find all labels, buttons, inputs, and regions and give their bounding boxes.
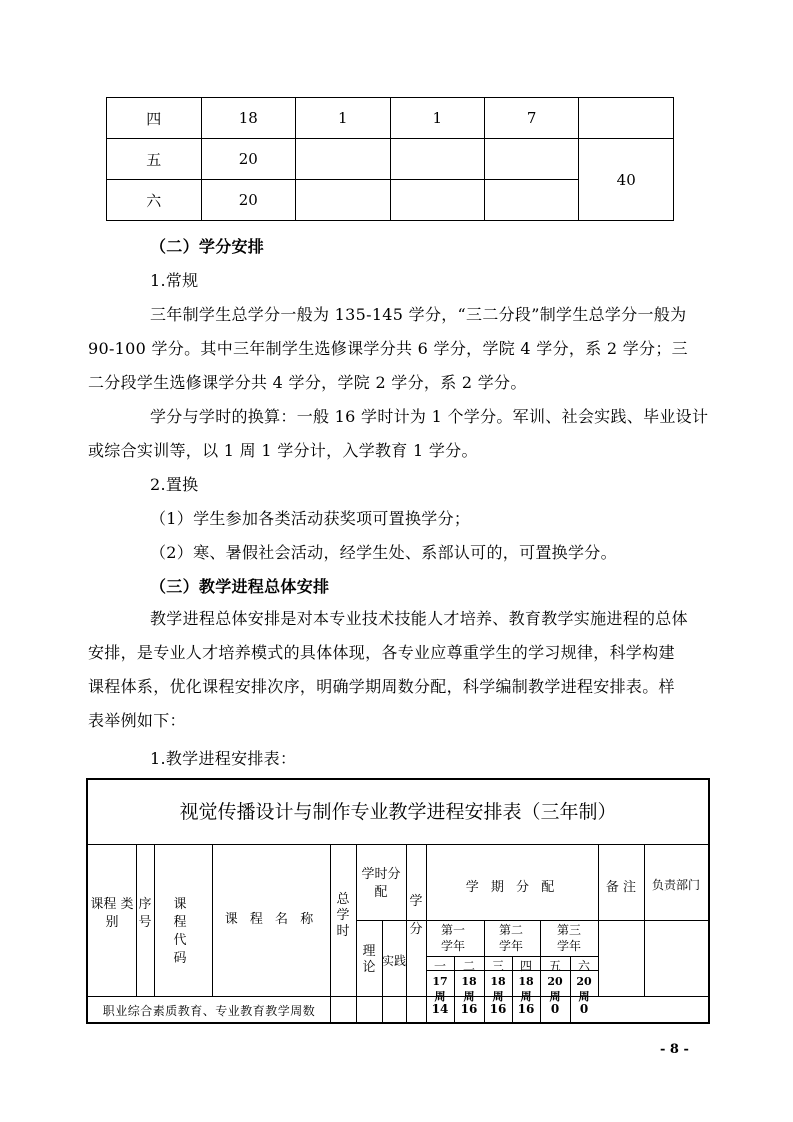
weeks-cell: 20: [201, 180, 296, 221]
header-seq: 序号: [138, 897, 152, 930]
term-3: 三: [491, 959, 504, 973]
weeks-cell: 18: [201, 98, 296, 139]
value-cell: [484, 180, 578, 221]
weeks-cell: 20: [201, 139, 296, 180]
header-remark: 备 注: [605, 880, 637, 895]
section-heading-credits: （二）学分安排: [150, 237, 265, 256]
value-cell: [484, 139, 578, 180]
value-cell: [579, 98, 674, 139]
paragraph-line: 三年制学生总学分一般为 135-145 学分，“三二分段”制学生总学分一般为: [150, 305, 687, 324]
value-cell: [296, 139, 390, 180]
merged-value-cell: 40: [579, 139, 674, 221]
header-practice: 实践: [382, 954, 407, 968]
weeks-2: 18 周: [461, 975, 477, 1003]
paragraph-line: 二分段学生选修课学分共 4 学分，学院 2 学分，系 2 学分。: [88, 373, 527, 392]
term-1: 一: [433, 959, 446, 973]
row-value-1: 14: [431, 1002, 449, 1016]
header-hours-split: 学时分配: [361, 867, 401, 900]
weeks-3: 18 周: [490, 975, 506, 1003]
header-credit: 学分: [409, 894, 423, 937]
subheading-replace: 2.置换: [150, 475, 199, 494]
weeks-1: 17 周: [432, 975, 448, 1003]
paragraph-line: 教学进程总体安排是对本专业技术技能人才培养、教育教学实施进程的总体: [150, 609, 688, 628]
value-cell: [390, 139, 484, 180]
paragraph-line: 或综合实训等，以 1 周 1 学分计，入学教育 1 学分。: [88, 441, 478, 460]
header-course-name: 课 程 名 称: [224, 912, 318, 927]
row-value-6: 0: [579, 1002, 589, 1016]
page-number: - 8 -: [660, 1042, 689, 1057]
year-2: 第二学年: [498, 923, 523, 953]
row-value-4: 16: [517, 1002, 535, 1016]
value-cell: [390, 180, 484, 221]
row-value-5: 0: [550, 1002, 560, 1016]
value-cell: [296, 180, 390, 221]
year-3: 第三学年: [556, 923, 581, 953]
year-1: 第一学年: [440, 923, 465, 953]
weeks-5: 20 周: [547, 975, 563, 1003]
list-item: （2）寒、暑假社会活动，经学生处、系部认可的，可置换学分。: [150, 543, 617, 562]
term-5: 五: [548, 959, 561, 973]
term-cell: 六: [107, 180, 202, 221]
term-2: 二: [462, 959, 475, 973]
table-row: [107, 98, 674, 139]
weeks-4: 18 周: [518, 975, 534, 1003]
paragraph-line: 课程体系，优化课程安排次序，明确学期周数分配，科学编制教学进程安排表。样: [88, 677, 675, 696]
term-weeks-table: [106, 97, 674, 221]
subheading-regular: 1.常规: [150, 271, 199, 290]
section-heading-schedule: （三）教学进程总体安排: [150, 577, 330, 596]
term-cell: 四: [107, 98, 202, 139]
schedule-title: 视觉传播设计与制作专业教学进程安排表（三年制）: [88, 780, 708, 845]
value-cell: 1: [390, 98, 484, 139]
weeks-6: 20 周: [576, 975, 592, 1003]
header-total-hours: 总学时: [336, 892, 350, 939]
paragraph-line: 学分与学时的换算：一般 16 学时计为 1 个学分。军训、社会实践、毕业设计: [150, 407, 709, 426]
header-code: 课 程 代 码: [173, 897, 193, 966]
header-theory: 理论: [362, 944, 376, 975]
paragraph-line: 安排，是专业人才培养模式的具体体现，各专业应尊重学生的学习规律，科学构建: [88, 643, 675, 662]
paragraph-line: 90-100 学分。其中三年制学生选修课学分共 6 学分，学院 4 学分，系 2 学分；三: [88, 339, 688, 358]
header-semester-split: 学 期 分 配: [465, 880, 559, 895]
header-category: 课程 类别: [90, 897, 134, 930]
subheading-schedule-table: 1.教学进程安排表：: [150, 749, 297, 768]
term-cell: 五: [107, 139, 202, 180]
header-dept: 负责部门: [651, 878, 700, 892]
term-4: 四: [519, 959, 532, 973]
table-row: [107, 139, 674, 180]
value-cell: 7: [484, 98, 578, 139]
row-value-3: 16: [489, 1002, 507, 1016]
row-label: 职业综合素质教育、专业教育教学周数: [102, 1004, 316, 1018]
list-item: （1）学生参加各类活动获奖项可置换学分；: [150, 509, 471, 528]
value-cell: 1: [296, 98, 390, 139]
paragraph-line: 表举例如下：: [88, 711, 186, 730]
term-6: 六: [577, 959, 590, 973]
schedule-table: [86, 778, 710, 1024]
row-value-2: 16: [460, 1002, 478, 1016]
